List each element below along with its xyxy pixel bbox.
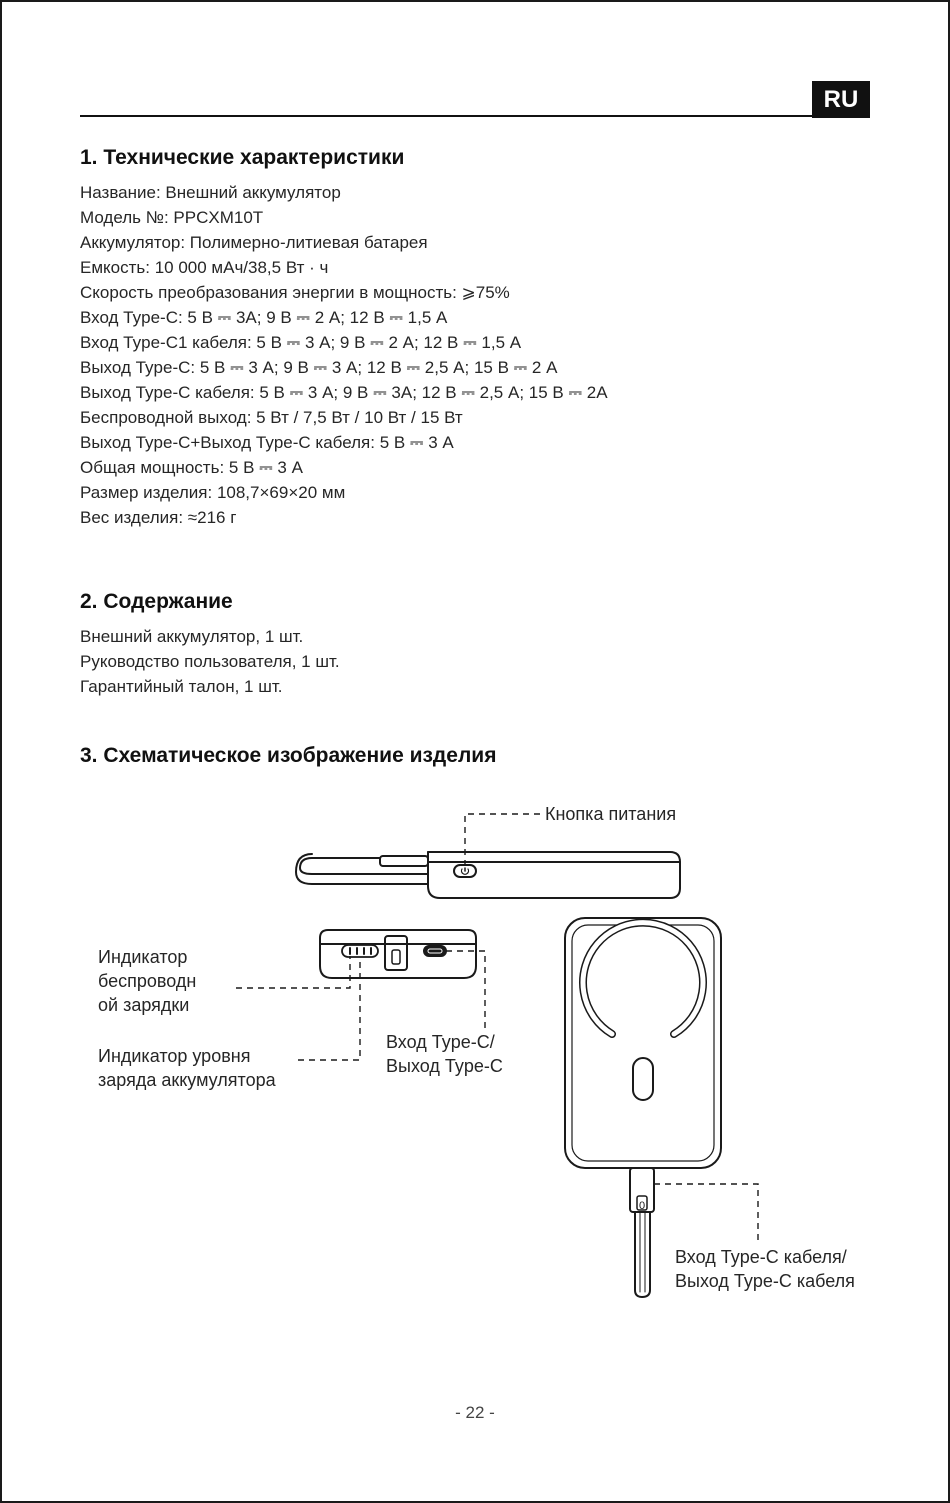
spec-line: Емкость: 10 000 мАч/38,5 Вт · ч — [80, 258, 329, 277]
label-battery-indicator-1: Индикатор уровня — [98, 1046, 251, 1066]
spec-line: Скорость преобразования энергии в мощность: ⩾75% — [80, 283, 510, 302]
label-wireless-indicator-3: ой зарядки — [98, 995, 190, 1015]
page-number: - 22 - — [455, 1403, 495, 1422]
label-wireless-indicator-1: Индикатор — [98, 947, 188, 967]
contents-line: Внешний аккумулятор, 1 шт. — [80, 627, 304, 646]
usb-c-port-icon — [424, 946, 446, 956]
leader-power — [465, 814, 540, 866]
specs-list — [80, 180, 608, 530]
contents-line: Руководство пользователя, 1 шт. — [80, 652, 340, 671]
label-battery-indicator-2: заряда аккумулятора — [98, 1070, 276, 1090]
battery-led-icon — [342, 945, 378, 957]
language-badge: RU — [812, 81, 870, 118]
label-typec-port-2: Выход Type-C — [386, 1056, 503, 1076]
label-power-button: Кнопка питания — [545, 804, 677, 824]
spec-line: Вес изделия: ≈216 г — [80, 508, 237, 527]
top-view-device — [296, 852, 680, 898]
spec-line: Вход Type-C: 5 В ⎓ 3А; 9 В ⎓ 2 А; 12 В ⎓ 1,5 А — [80, 308, 448, 327]
leader-wireless — [236, 956, 350, 988]
magnetic-ring-icon — [583, 923, 703, 1100]
label-cable-port-1: Вход Type-C кабеля/ — [675, 1247, 847, 1267]
label-typec-port-1: Вход Type-C/ — [386, 1032, 495, 1052]
contents-line: Гарантийный талон, 1 шт. — [80, 677, 283, 696]
cable-connector-front — [630, 1168, 654, 1297]
label-wireless-indicator-2: беспроводн — [98, 971, 197, 991]
spec-line: Модель №: PPCXM10T — [80, 208, 264, 227]
leader-battery — [298, 958, 360, 1060]
spec-line: Аккумулятор: Полимерно-литиевая батарея — [80, 233, 428, 252]
spec-line: Выход Type-C: 5 В ⎓ 3 А; 9 В ⎓ 3 А; 12 В ⎓ 2,5 А; 15 В ⎓ 2 А — [80, 358, 558, 377]
svg-text:0: 0 — [638, 1200, 646, 1212]
cable-connector-icon — [385, 936, 407, 970]
contents-title: 2. Содержание — [80, 590, 233, 613]
contents-list — [80, 624, 340, 699]
leader-typec — [446, 951, 485, 1030]
power-icon — [454, 865, 476, 877]
leader-cable — [654, 1184, 758, 1240]
header-rule — [80, 115, 812, 117]
spec-line: Беспроводной выход: 5 Вт / 7,5 Вт / 10 Вт / 15 Вт — [80, 408, 463, 427]
spec-line: Название: Внешний аккумулятор — [80, 183, 341, 202]
spec-line: Вход Type-C1 кабеля: 5 В ⎓ 3 А; 9 В ⎓ 2 А; 12 В ⎓ 1,5 А — [80, 333, 522, 352]
label-cable-port-2: Выход Type-C кабеля — [675, 1271, 855, 1291]
spec-line: Размер изделия: 108,7×69×20 мм — [80, 483, 346, 502]
specs-title: 1. Технические характеристики — [80, 146, 405, 169]
spec-line: Выход Type-C+Выход Type-C кабеля: 5 В ⎓ 3 А — [80, 433, 454, 452]
spec-line: Общая мощность: 5 В ⎓ 3 А — [80, 458, 303, 477]
spec-line: Выход Type-C кабеля: 5 В ⎓ 3 А; 9 В ⎓ 3А; 12 В ⎓ 2,5 А; 15 В ⎓ 2А — [80, 383, 608, 402]
schematic-title: 3. Схематическое изображение изделия — [80, 744, 497, 767]
